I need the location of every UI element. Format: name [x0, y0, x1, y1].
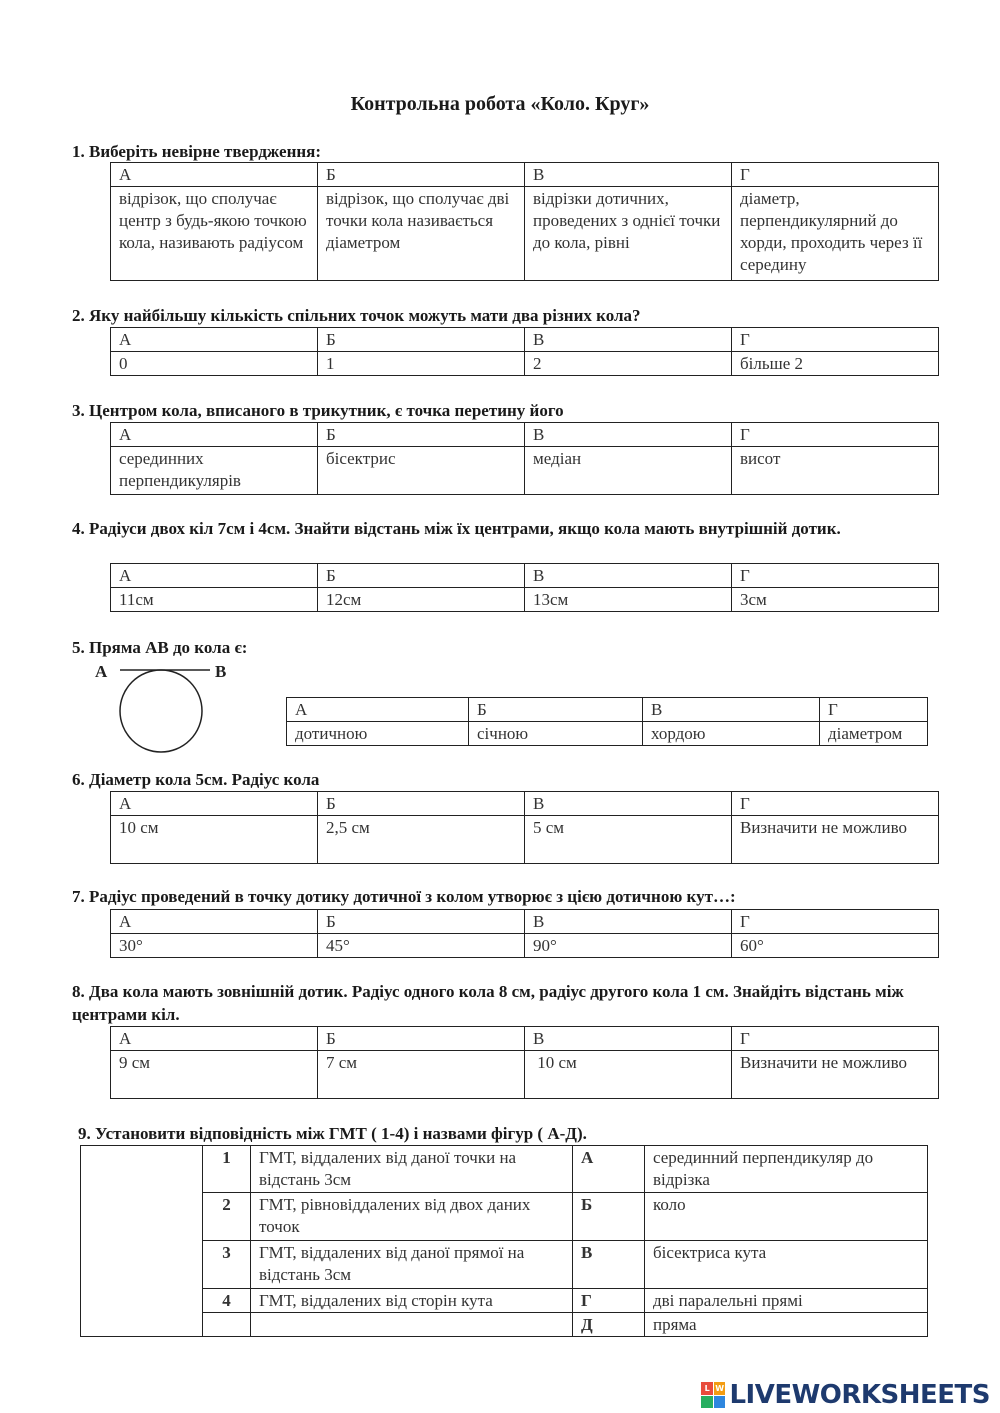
question-4-text: 4. Радіуси двох кіл 7см і 4см. Знайти відстань між їх центрами, якщо кола мають внутрішній дотик. [72, 519, 841, 538]
figure-letter: А [573, 1146, 645, 1193]
option-g-label: Г [732, 792, 939, 816]
question-5-table [286, 697, 928, 746]
answer-area[interactable] [81, 1146, 203, 1337]
option-a-label: А [111, 792, 318, 816]
gmt-description: ГМТ, рівновіддалених від двох даних точок [251, 1193, 573, 1241]
question-8-table [110, 1026, 939, 1099]
option-b-label: Б [318, 163, 525, 187]
option-a-label: А [111, 910, 318, 934]
logo-tile [701, 1396, 713, 1409]
figure-name: серединний перпендикуляр до відрізка [645, 1146, 928, 1193]
question-2-text: 2. Яку найбільшу кількість спільних точок можуть мати два різних кола? [72, 306, 641, 325]
circle-shape [120, 670, 202, 752]
option-b-label: Б [318, 423, 525, 447]
option-v-answer[interactable]: 10 см [525, 1051, 732, 1099]
figure-letter: В [573, 1241, 645, 1289]
option-v-label: В [525, 163, 732, 187]
matching-table [80, 1145, 928, 1337]
question-5-text: 5. Пряма АВ до кола є: [72, 638, 248, 657]
option-v-answer[interactable]: медіан [525, 447, 732, 495]
question-6-text: 6. Діаметр кола 5см. Радіус кола [72, 770, 320, 789]
gmt-number: 3 [203, 1241, 251, 1289]
option-a-label: А [111, 423, 318, 447]
option-a-answer[interactable]: відрізок, що сполучає центр з будь-якою точкою кола, називають радіусом [111, 187, 318, 281]
question-3-text: 3. Центром кола, вписаного в трикутник, є точка перетину його [72, 401, 564, 420]
figure-name: коло [645, 1193, 928, 1241]
option-g-label: Г [732, 163, 939, 187]
option-v-answer[interactable]: хордою [643, 722, 820, 746]
option-g-answer[interactable]: більше 2 [732, 352, 939, 376]
option-a-label: А [111, 1027, 318, 1051]
option-v-label: В [525, 564, 732, 588]
option-v-label: В [525, 423, 732, 447]
option-b-label: Б [318, 1027, 525, 1051]
option-v-label: В [525, 792, 732, 816]
gmt-number: 4 [203, 1289, 251, 1313]
option-v-answer[interactable]: відрізки дотичних, проведених з однієї точки до кола, рівні [525, 187, 732, 281]
option-b-answer[interactable]: січною [469, 722, 643, 746]
option-g-answer[interactable]: діаметром [820, 722, 928, 746]
option-g-answer[interactable]: Визначити не можливо [732, 816, 939, 864]
gmt-number: 2 [203, 1193, 251, 1241]
figure-letter: Г [573, 1289, 645, 1313]
tangent-circle-diagram [92, 660, 252, 760]
option-a-label: А [111, 163, 318, 187]
option-b-label: Б [318, 328, 525, 352]
option-v-answer[interactable]: 5 см [525, 816, 732, 864]
option-a-answer[interactable]: 9 см [111, 1051, 318, 1099]
question-1-table [110, 162, 939, 281]
point-a-label: A [95, 662, 108, 681]
question-8-text: 8. Два кола мають зовнішній дотик. Радіус одного кола 8 см, радіус другого кола 1 см. Знайдіть відстань між центрами кіл. [72, 982, 904, 1024]
option-g-answer[interactable]: висот [732, 447, 939, 495]
option-v-answer[interactable]: 13см [525, 588, 732, 612]
option-g-answer[interactable]: Визначити не можливо [732, 1051, 939, 1099]
option-g-label: Г [732, 910, 939, 934]
option-a-answer[interactable]: серединних перпендикулярів [111, 447, 318, 495]
logo-icon [701, 1382, 725, 1408]
option-g-label: Г [732, 564, 939, 588]
question-2-table [110, 327, 939, 376]
question-4-table [110, 563, 939, 612]
option-a-answer[interactable]: дотичною [287, 722, 469, 746]
option-v-label: В [525, 910, 732, 934]
option-b-label: Б [318, 792, 525, 816]
question-1-text: 1. Виберіть невірне твердження: [72, 142, 322, 161]
option-g-label: Г [732, 328, 939, 352]
option-v-answer[interactable]: 90° [525, 934, 732, 958]
option-g-label: Г [732, 423, 939, 447]
option-b-answer[interactable]: відрізок, що сполучає дві точки кола називається діаметром [318, 187, 525, 281]
figure-letter: Б [573, 1193, 645, 1241]
option-b-answer[interactable]: 1 [318, 352, 525, 376]
option-a-answer[interactable]: 0 [111, 352, 318, 376]
gmt-number [203, 1313, 251, 1337]
option-g-answer[interactable]: 60° [732, 934, 939, 958]
gmt-description: ГМТ, віддалених від сторін кута [251, 1289, 573, 1313]
logo-tile [714, 1396, 726, 1409]
option-v-label: В [525, 1027, 732, 1051]
logo-tile: L [701, 1382, 713, 1395]
question-7-text: 7. Радіус проведений в точку дотику дотичної з колом утворює з цією дотичною кут…: [72, 887, 736, 906]
point-b-label: B [215, 662, 227, 681]
option-b-label: Б [318, 910, 525, 934]
option-g-label: Г [820, 698, 928, 722]
figure-name: дві паралельні прямі [645, 1289, 928, 1313]
option-g-answer[interactable]: 3см [732, 588, 939, 612]
option-v-label: В [643, 698, 820, 722]
gmt-description: ГМТ, віддалених від даної точки на відстань 3см [251, 1146, 573, 1193]
logo-text: LIVEWORKSHEETS [729, 1380, 990, 1410]
option-a-label: А [111, 328, 318, 352]
option-b-answer[interactable]: бісектрис [318, 447, 525, 495]
option-a-label: А [287, 698, 469, 722]
option-a-answer[interactable]: 11см [111, 588, 318, 612]
option-g-label: Г [732, 1027, 939, 1051]
gmt-number: 1 [203, 1146, 251, 1193]
question-3-table [110, 422, 939, 495]
option-a-label: А [111, 564, 318, 588]
logo-tile: W [715, 1383, 725, 1393]
figure-name: бісектриса кута [645, 1241, 928, 1289]
liveworksheets-logo[interactable] [701, 1378, 990, 1412]
option-b-answer[interactable]: 45° [318, 934, 525, 958]
page-title: Контрольна робота «Коло. Круг» [350, 93, 650, 115]
option-g-answer[interactable]: діаметр, перпендикулярний до хорди, проходить через її середину [732, 187, 939, 281]
option-v-answer[interactable]: 2 [525, 352, 732, 376]
option-v-label: В [525, 328, 732, 352]
option-b-answer[interactable]: 12см [318, 588, 525, 612]
question-9-text: 9. Установити відповідність між ГМТ ( 1-4) і назвами фігур ( А-Д). [78, 1124, 587, 1143]
figure-letter: Д [573, 1313, 645, 1337]
option-b-answer[interactable]: 7 см [318, 1051, 525, 1099]
gmt-description [251, 1313, 573, 1337]
option-a-answer[interactable]: 10 см [111, 816, 318, 864]
option-a-answer[interactable]: 30° [111, 934, 318, 958]
figure-name: пряма [645, 1313, 928, 1337]
option-b-label: Б [469, 698, 643, 722]
question-6-table [110, 791, 939, 864]
question-7-table [110, 909, 939, 958]
option-b-label: Б [318, 564, 525, 588]
option-b-answer[interactable]: 2,5 см [318, 816, 525, 864]
gmt-description: ГМТ, віддалених від даної прямої на відстань 3см [251, 1241, 573, 1289]
